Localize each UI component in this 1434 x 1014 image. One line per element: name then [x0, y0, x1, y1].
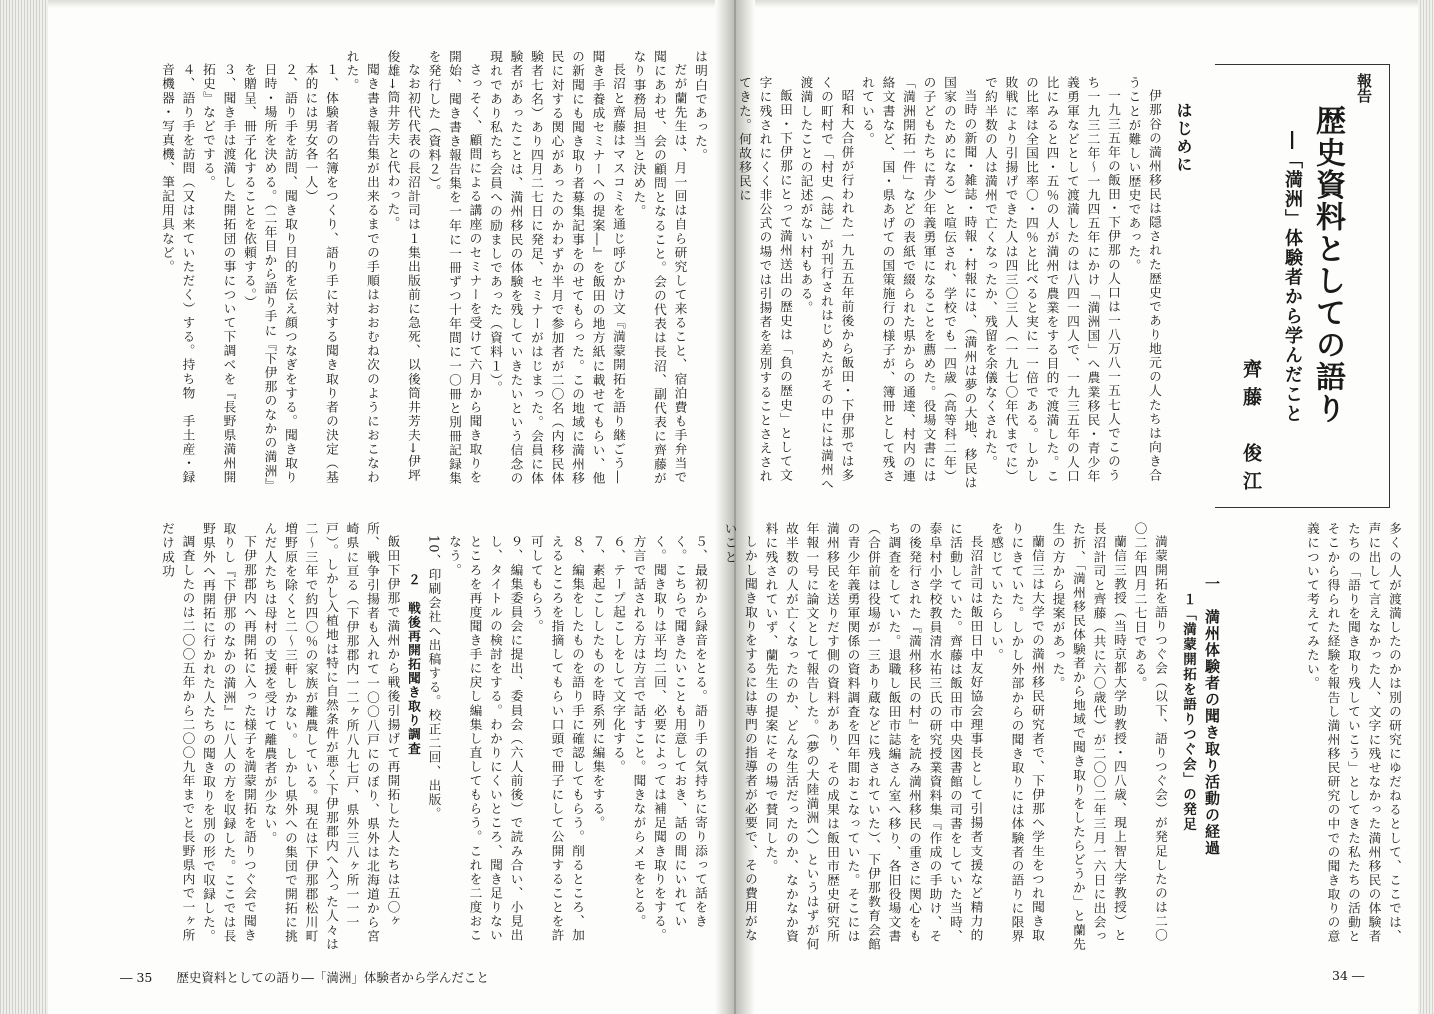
- section1-paragraph: 蘭信三は大学での満州移民研究者で、下伊那へ学生をつれ聞き取りにきていた。しかし外部からの聞き取りには体験者の語りに限界を感じていたらしい。: [989, 522, 1045, 944]
- section2-paragraph: 下伊那郡内へ再開拓に入った様子を満蒙開拓を語りつぐ会で聞き取りし『下伊那のなかの満洲』に八人の方を収録した。ここでは長野県外へ再開拓に行かれた人たちの聞き取りを別の形で収録した。: [201, 522, 257, 944]
- left-lower-column: [62, 522, 710, 954]
- procedure-step: ６、テープ起こしをして文字化する。: [611, 534, 626, 774]
- section2-heading: ２ 戦後再開拓聞き取り調査: [406, 572, 421, 756]
- body-paragraph: 聞き書き報告集が出来るまでの手順はおおむね次のようにおこなわれた。: [344, 50, 380, 485]
- article-title: 歴史資料としての語り: [1310, 105, 1345, 425]
- running-title: 歴史資料としての語り―「満洲」体験者から学んだこと: [176, 970, 489, 985]
- closing-intro-paragraph: 多くの人が渡満したのかは別の研究にゆだねるとして、ここでは、声に出して言えなかった人、文字に残せなかった満州移民の体験者たちの「語りを聞き取り残していこう」としてきた私たちの活動とそこから得られた経験を報告し満州移民研究の中での聞き取りの意義について考えてみたい。: [1305, 522, 1402, 944]
- section1-paragraph: 満蒙開拓を語りつぐ会（以下、語りつぐ会）が発足したのは二〇〇二年四月二七日である。: [1132, 522, 1168, 943]
- folio-left: [120, 968, 489, 986]
- procedure-step: ４、語り手を訪問（又は来ていただく）する。持ち物 手土産・録音機器・写真機、筆記用具など。: [160, 62, 196, 485]
- section1-paragraph: しかし聞き取りをするには専門の指導者が必要で、その費用がないこと: [722, 522, 758, 943]
- intro-paragraph: 昭和大合併が行われた一九五五年前後から飯田・下伊那では多くの町村で「村史（誌）」が刊行されはじめたがその中には満州へ渡満したことの記述がない村もある。: [798, 76, 855, 492]
- section1-subheading: １「満蒙開拓を語りつぐ会」の発足: [1180, 592, 1196, 832]
- intro-heading: はじめに: [1174, 102, 1193, 174]
- intro-paragraph: 一九三五年の飯田・下伊那の人口は一八万八一五七人でこのうち一九三二年～一九四五年にかけ「満洲国」へ農業移民・青少年義勇軍などとして渡満したのは八四一四人で、一九三五年の人口比にみると四・五％の人が満州で農業をする目的で渡満した。この比率は全国比率〇・四％と比べると実に一一倍である。しかし敗戦により引揚げできた人は四三〇三人（一九七〇年代までに）で約半数の人は満州で亡くなったか、残留を余儀なくされた。: [983, 76, 1121, 484]
- intro-paragraph: 当時の新聞・雑誌・時報・村報には、（満州は夢の大地、移民は国家のためになる）と喧伝され、学校でも一四歳（高等科二年）の子どもたちに青少年義勇軍になることを薦めた。役場文書には「満洲開拓一件」などの表紙で綴られた県からの通達、村内の連絡文書など、国・県あげての国策施行の様子が、簿冊として残されている。: [860, 76, 978, 490]
- right-lower-column-a: [1228, 522, 1404, 954]
- folio-right: [1332, 968, 1364, 983]
- body-paragraph: だが蘭先生は、月一回は自ら研究して来ること、宿泊費も手弁当で聞にあわせ、会の顧問となること。会の代表は長沼、副代表に齊藤がなり事務局担当と決めた。: [631, 50, 688, 486]
- left-page: [62, 36, 712, 966]
- right-page: [722, 36, 1410, 966]
- body-paragraph: さっそく、顧問による講座のセミナーを受けて六月から聞き取りを開始、聞き書き報告集を一年に一冊ずつ十年間に一〇冊と別冊記録集を発行した（資料２）。: [426, 50, 483, 486]
- body-paragraph: は明白であった。: [693, 50, 708, 163]
- book-edge-left: [0, 0, 48, 1014]
- procedure-step: １、体験者の名簿をつくり、語り手に対する聞き取り者の決定（基本的には男女各一人）: [303, 62, 339, 485]
- section2-paragraph: 調査したのは二〇〇五年から二〇〇九年までと長野県内で一ヶ所だけ成功: [160, 522, 196, 943]
- book-edge-right: [1418, 0, 1434, 1014]
- section1-heading: 一 満州体験者の聞き取り活動の経過: [1203, 576, 1221, 857]
- page-number-left: ― 35: [120, 970, 153, 985]
- procedure-step: ３、聞き手は渡満した開拓団の事について下調べを『長野県満州開拓史』などでする。: [201, 62, 237, 485]
- body-paragraph: 長沼と齊藤はマスコミを通じ呼びかけ文『満蒙開拓を語り継ごう―聞き手養成セミナーへの提案―』を飯田の地方紙に載せてもらい、他の新聞にも聞き取り者募集記事をのせてもらった。この地域に満州移民に対する関心があったのかわずか半月で参加者が二〇名（内移民体験者七名）あり四月二七日に発足、セミナーがはじまった。会員に体験者があったことは、満州移民の体験を残していきたいという信念の現れであり私たち会員への励ましであった（資料１）。: [488, 50, 626, 486]
- page-number-right: 34 ―: [1332, 968, 1365, 983]
- section1-paragraph: 長沼計司は飯田日中友好協会理事長として引揚者支援など精力的に活動していた。齊藤は飯田市中央図書館の司書をしていた当時、泰阜村小学校教員清水祐三氏の研究授業資料集『作成の手助け、その後発行された『満州移民の村』を読み満州移民の重さに関心をもち調査をしていた。退職し飯田市誌編さん室へ移り、各旧役場文書（合併前は役場が一三あり蔵などに残されていた）、下伊那教育会館の青少年義勇軍関係の資料調査を四年間おこなっていた。そこには満州移民を送りだす側の資料があり、その成果は飯田市歴史研究所年報一号に論文として報告した。（夢の大陸満洲へ）というはずが何故半数の人が亡くなったのか、どんな生活だったのか、なかなか資料に残されていず、蘭先生の提案にその場で賛同した。: [763, 522, 984, 952]
- procedure-step: ２、語り手を訪問、聞き取り目的を伝え顔つなぎをする。聞き取り日時・場所を決める。（二年目から語り手に『下伊那のなかの満洲』を贈呈、冊子化することを依頼する。）: [242, 62, 298, 486]
- section1-paragraph: 蘭信三教授（当時京都大学助教授・四八歳、現上智大学教授）と長沼計司と齊藤（共に六〇歳代）が二〇〇二年三月一六日に出会った折、「満州移民体験者から地域で聞き取りをしたらどうか」と蘭先生の方から提案があった。: [1050, 522, 1127, 952]
- report-label: 報告: [1355, 73, 1373, 103]
- procedure-step: ７、素起こししたものを時系列に編集をする。: [590, 534, 606, 830]
- title-block: [1215, 64, 1390, 508]
- section2-paragraph: 飯田下伊那で満州から戦後引揚げて再開拓した人たちは五〇ヶ所、戦争引揚者も入れて一〇〇八戸にのぼり、県外は北海道から宮崎県に亘る（下伊那郡内一二ヶ所八九七戸、県外三八ヶ所一一一戸）。しかし入植地は特に自然条件が悪く下伊那郡内へ入った人々は二～三年で約四〇％の家族が離農している。現在は下伊那郡松川町増野原を除くと二～三軒しかない。しかし県外への集団で開拓に挑んだ人たちは母村の支援を受けて離農者が少ない。: [262, 522, 401, 952]
- intro-paragraph: 飯田・下伊那にとって満州送出の歴史は「負の歴史」として文字に残されにくく非公式の場では引揚者を差別することさえされてきた。何故移民に: [737, 76, 793, 484]
- body-paragraph: なお初代代表の長沼計司は１集出版前に急死、以後筒井芳夫→伊坪俊雄→筒井芳夫と代わった。: [385, 50, 421, 483]
- intro-paragraph: 伊那谷の満州移民は隠された歴史であり地元の人たちは向き合うことが難しい歴史であった。: [1126, 76, 1162, 483]
- author-name: 齊藤 俊江: [1240, 359, 1262, 499]
- left-upper-column: [62, 50, 710, 486]
- procedure-step: 10、印刷会社へ出稿する。校正二回、出版。: [426, 534, 442, 821]
- procedure-step: ８、編集をしたものを語り手に確認してもらう。削るところ、加えるところを指摘してもらい口頭で冊子にして公開することを許可してもらう。: [529, 534, 585, 943]
- article-subtitle: ―「満洲」体験者から学んだこと: [1282, 131, 1303, 424]
- right-lower-column-b: [722, 522, 1170, 954]
- procedure-step: ９、編集委員会に提出、委員会（六人前後）で読み合い、小見出し、タイトルの検討をする。わかりにくいところ、聞き足りないところを再度聞き手に戻し編集し直してもらう。これを二度おこなう。: [447, 534, 524, 943]
- procedure-step: ５、最初から録音をとる。語り手の気持ちに寄り添って話をきく。こちらで聞きたいことも用意しておき、話の間にいれていく。聞き取りは平均二回、必要によっては補足聞き取りをする。方言で話される方は方言で話すこと。聞きながらメモをとる。: [631, 534, 708, 943]
- intro-column: [737, 76, 1164, 492]
